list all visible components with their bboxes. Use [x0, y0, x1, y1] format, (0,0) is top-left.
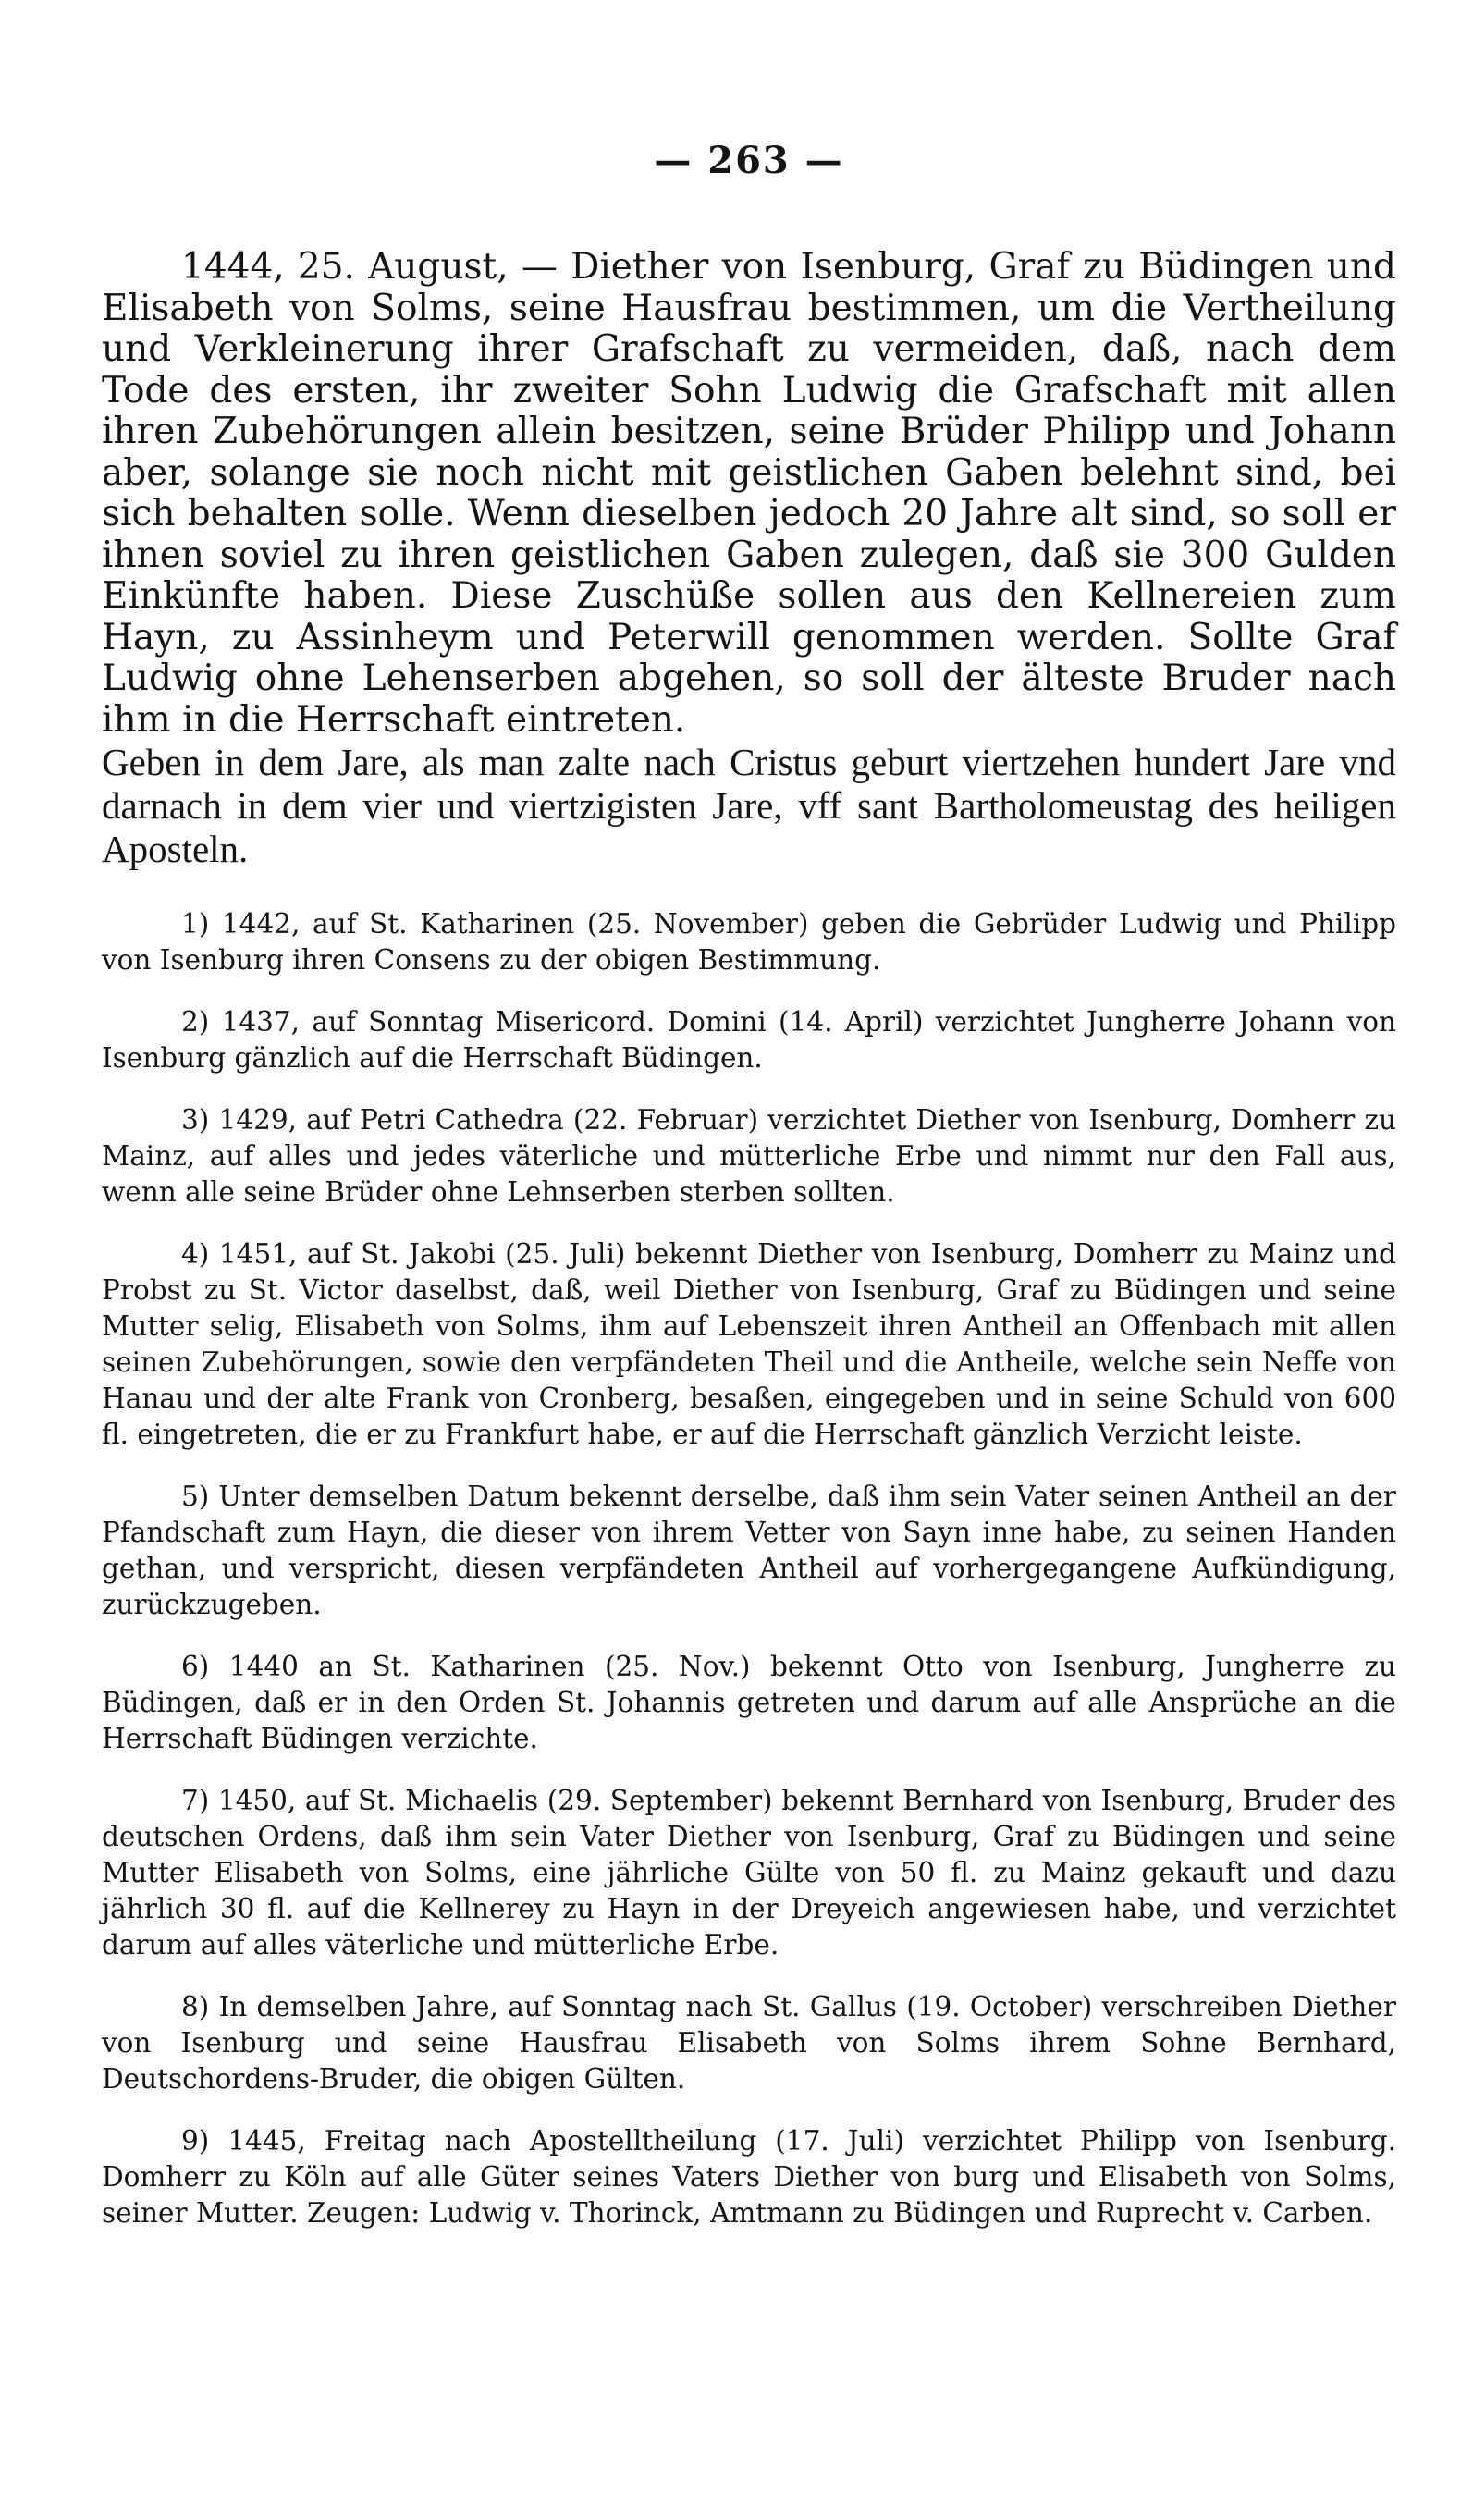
- note-number: 1): [181, 908, 210, 940]
- note-7: [102, 1783, 1396, 1963]
- note-number: 9): [181, 2125, 210, 2157]
- note-text: 1442, auf St. Katharinen (25. November) geben die Gebrüder Ludwig und Philipp von Isenburg ihren Consens zu der obigen Bestimmung.: [102, 908, 1396, 976]
- page-number: — 263 —: [654, 139, 844, 182]
- note-4: [102, 1236, 1396, 1453]
- note-text: 1440 an St. Katharinen (25. Nov.) bekennt Otto von Isenburg, Jungherre zu Büdingen, daß er in den Orden St. Johannis getreten und darum auf alle Ansprüche an die Herrschaft Büdingen verzichte.: [102, 1651, 1396, 1754]
- notes-list: [102, 906, 1396, 2231]
- note-text: 1445, Freitag nach Apostelltheilung (17. Juli) verzichtet Philipp von Isenburg. Domherr zu Köln auf alle Güter seines Vaters Diether von burg und Elisabeth von Solms, seiner Mutter. Zeugen: Ludwig v. Thorinck, Amtmann zu Büdingen und Ruprecht v. Carben.: [102, 2125, 1396, 2229]
- note-8: [102, 1989, 1396, 2097]
- note-number: 4): [181, 1238, 210, 1270]
- note-text: 1451, auf St. Jakobi (25. Juli) bekennt Diether von Isenburg, Domherr zu Mainz und Probst zu St. Victor daselbst, daß, weil Diether von Isenburg, Graf zu Büdingen und seine Mutter selig, Elisabeth von Solms, ihm auf Lebenszeit ihren Antheil an Offenbach mit allen seinen Zubehörungen, sowie den verpfändeten Theil und die Antheile, welche sein Neffe von Hanau und der alte Frank von Cronberg, besaßen, eingegeben und in seine Schuld von 600 fl. eingetreten, die er zu Frankfurt habe, er auf die Herrschaft gänzlich Verzicht leiste.: [102, 1238, 1396, 1450]
- note-text: Unter demselben Datum bekennt derselbe, daß ihm sein Vater seinen Antheil an der Pfandschaft zum Hayn, die dieser von ihrem Vetter von Sayn inne habe, zu seinen Handen gethan, und verspricht, diesen verpfändeten Antheil auf vorhergegangene Aufkündigung, zurückzugeben.: [102, 1481, 1396, 1620]
- note-5: [102, 1479, 1396, 1623]
- note-number: 2): [181, 1006, 210, 1038]
- note-text: 1429, auf Petri Cathedra (22. Februar) verzichtet Diether von Isenburg, Domherr zu Mainz, auf alles und jedes väterliche und mütterliche Erbe und nimmt nur den Fall aus, wenn alle seine Brüder ohne Lehnserben sterben sollten.: [102, 1104, 1396, 1208]
- note-text: 1450, auf St. Michaelis (29. September) bekennt Bernhard von Isenburg, Bruder des deutschen Ordens, daß ihm sein Vater Diether von Isenburg, Graf zu Büdingen und seine Mutter Elisabeth von Solms, eine jährliche Gülte von 50 fl. zu Mainz gekauft und dazu jährlich 30 fl. auf die Kellnerey zu Hayn in der Dreyeich angewiesen habe, und verzichtet darum auf alles väterliche und mütterliche Erbe.: [102, 1785, 1396, 1961]
- note-number: 7): [181, 1785, 210, 1816]
- main-paragraph: [102, 247, 1396, 741]
- note-text: 1437, auf Sonntag Misericord. Domini (14. April) verzichtet Jungherre Johann von Isenburg gänzlich auf die Herrschaft Büdingen.: [102, 1006, 1396, 1074]
- note-2: [102, 1004, 1396, 1076]
- note-number: 6): [181, 1651, 210, 1682]
- note-6: [102, 1649, 1396, 1757]
- document-page: [102, 139, 1396, 2257]
- note-1: [102, 906, 1396, 978]
- quote-paragraph-text: Geben in dem Jare, als man zalte nach Cristus geburt viertzehen hundert Jare vnd darnach in dem vier und viertzigisten Jare, vff sant Bartholomeustag des heiligen Aposteln.: [102, 741, 1396, 870]
- note-number: 8): [181, 1991, 210, 2022]
- note-9: [102, 2123, 1396, 2231]
- note-text: In demselben Jahre, auf Sonntag nach St. Gallus (19. October) verschreiben Diether von Isenburg und seine Hausfrau Elisabeth von Solms ihrem Sohne Bernhard, Deutschordens-Bruder, die obigen Gülten.: [102, 1991, 1396, 2095]
- main-paragraph-text: 1444, 25. August, — Diether von Isenburg, Graf zu Büdingen und Elisabeth von Solms, seine Hausfrau bestimmen, um die Vertheilung und Verkleinerung ihrer Grafschaft zu vermeiden, daß, nach dem Tode des ersten, ihr zweiter Sohn Ludwig die Grafschaft mit allen ihren Zubehörungen allein besitzen, seine Brüder Philipp und Johann aber, solange sie noch nicht mit geistlichen Gaben belehnt sind, bei sich behalten solle. Wenn dieselben jedoch 20 Jahre alt sind, so soll er ihnen soviel zu ihren geistlichen Gaben zulegen, daß sie 300 Gulden Einkünfte haben. Diese Zuschüße sollen aus den Kellnereien zum Hayn, zu Assinheym und Peterwill genommen werden. Sollte Graf Ludwig ohne Lehenserben abgehen, so soll der älteste Bruder nach ihm in die Herrschaft eintreten.: [102, 246, 1396, 741]
- note-number: 5): [181, 1481, 210, 1512]
- note-3: [102, 1102, 1396, 1211]
- note-number: 3): [181, 1104, 210, 1136]
- quote-paragraph: [102, 741, 1396, 871]
